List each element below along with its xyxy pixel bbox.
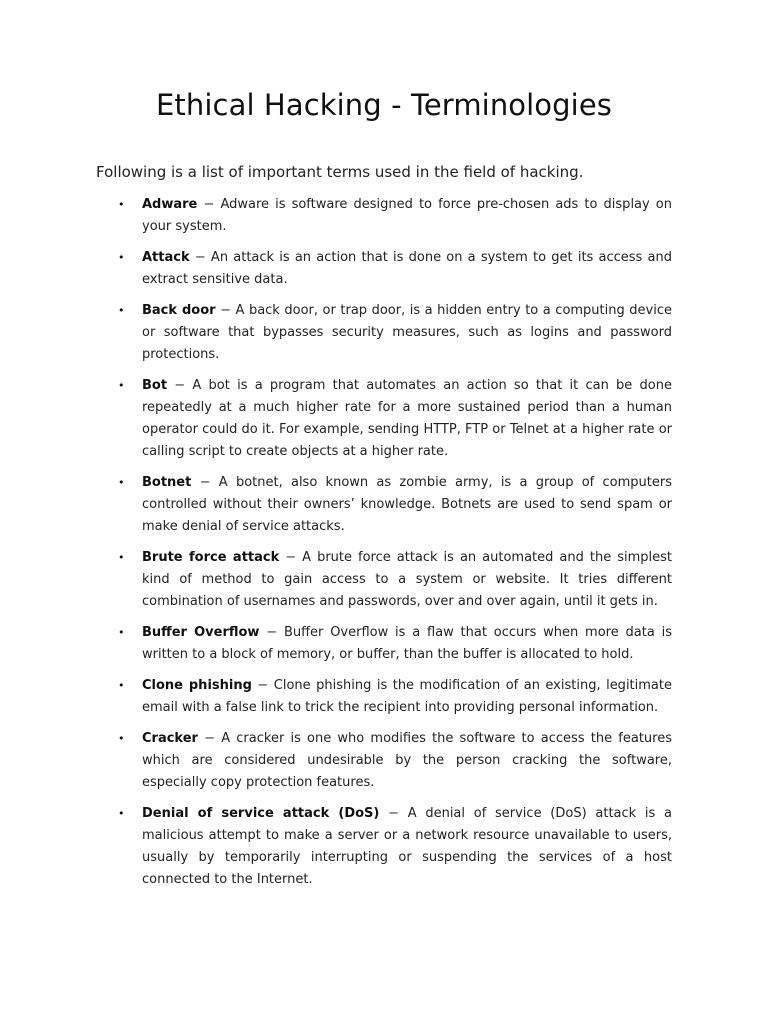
term-name: Back door [142, 303, 216, 318]
term-name: Buffer Overflow [142, 625, 260, 640]
bullet-icon: • [118, 198, 125, 211]
term-definition: A cracker is one who modifies the software to access the features which are considered undesirable by the person cracking the software, especially copy protection features. [142, 731, 672, 790]
bullet-icon: • [118, 626, 125, 639]
term-separator: − [167, 378, 193, 393]
term-name: Attack [142, 250, 190, 265]
intro-paragraph: Following is a list of important terms used in the field of hacking. [96, 163, 584, 181]
term-name: Denial of service attack (DoS) [142, 806, 380, 821]
term-separator: − [379, 806, 408, 821]
list-item [118, 300, 672, 366]
list-item [118, 675, 672, 719]
term-separator: − [197, 731, 222, 746]
term-name: Brute force attack [142, 550, 280, 565]
term-separator: − [215, 303, 236, 318]
list-item [118, 622, 672, 666]
term-definition: Buffer Overflow is a flaw that occurs when more data is written to a block of memory, or buffer, than the buffer is allocated to hold. [142, 625, 672, 662]
bullet-icon: • [118, 476, 125, 489]
list-item [118, 472, 672, 538]
term-name: Adware [142, 197, 198, 212]
term-separator: − [251, 678, 274, 693]
term-separator: − [189, 250, 211, 265]
term-name: Cracker [142, 731, 198, 746]
page-title: Ethical Hacking - Terminologies [156, 88, 612, 122]
term-definition: A back door, or trap door, is a hidden entry to a computing device or software that bypasses security measures, such as logins and password protections. [142, 303, 672, 362]
term-definition: A denial of service (DoS) attack is a malicious attempt to make a server or a network resource unavailable to users, usually by temporarily interrupting or suspending the services of a host connected to the Internet. [142, 806, 672, 887]
term-name: Clone phishing [142, 678, 252, 693]
list-item [118, 803, 672, 891]
list-item [118, 375, 672, 463]
bullet-icon: • [118, 251, 125, 264]
term-name: Bot [142, 378, 168, 393]
term-definition: Adware is software designed to force pre-chosen ads to display on your system. [142, 197, 672, 234]
term-definition: A botnet, also known as zombie army, is a group of computers controlled without their owners’ knowledge. Botnets are used to send spam or make denial of service attacks. [142, 475, 672, 534]
bullet-icon: • [118, 807, 125, 820]
list-item [118, 247, 672, 291]
term-name: Botnet [142, 475, 192, 490]
term-separator: − [197, 197, 221, 212]
bullet-icon: • [118, 679, 125, 692]
term-definition: A brute force attack is an automated and the simplest kind of method to gain access to a system or website. It tries different combination of usernames and passwords, over and over again, until it gets in. [142, 550, 672, 609]
list-item [118, 728, 672, 794]
term-separator: − [191, 475, 219, 490]
term-definition: An attack is an action that is done on a system to get its access and extract sensitive data. [142, 250, 672, 287]
term-separator: − [279, 550, 303, 565]
term-separator: − [259, 625, 284, 640]
term-definition: Clone phishing is the modification of an existing, legitimate email with a false link to trick the recipient into providing personal information. [142, 678, 672, 715]
list-item [118, 547, 672, 613]
bullet-icon: • [118, 732, 125, 745]
bullet-icon: • [118, 379, 125, 392]
bullet-icon: • [118, 304, 125, 317]
term-definition: A bot is a program that automates an action so that it can be done repeatedly at a much higher rate for a more sustained period than a human operator could do it. For example, sending HTTP, FTP or Telnet at a higher rate or calling script to create objects at a higher rate. [142, 378, 672, 459]
bullet-icon: • [118, 551, 125, 564]
terms-list [0, 194, 768, 900]
list-item [118, 194, 672, 238]
